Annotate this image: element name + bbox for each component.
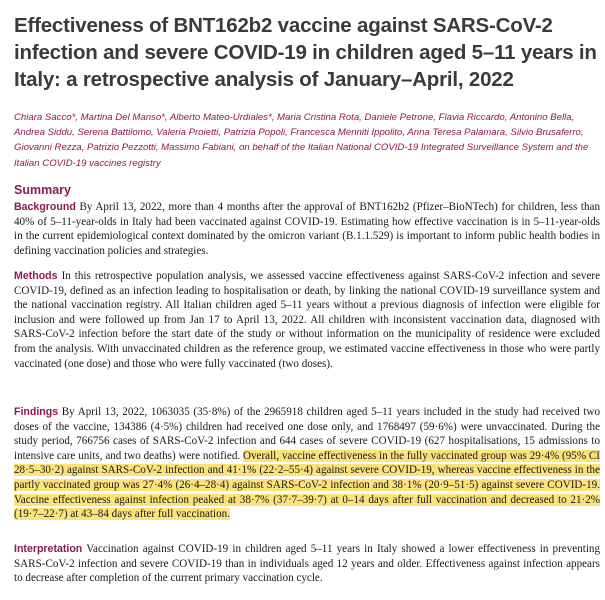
interpretation-text: Vaccination against COVID-19 in children aged 5–11 years in Italy showed a lower effectiveness in preventing SARS-CoV-2 infection and severe COVID-19 than in individuals aged 12 years and older. Effectiveness against infection appears to decrease after completion of the current primary vaccination cycle.: [14, 543, 600, 585]
methods-paragraph: [14, 269, 600, 371]
summary-heading: Summary: [14, 183, 71, 197]
methods-label: Methods: [14, 270, 58, 282]
paper-title: Effectiveness of BNT162b2 vaccine against SARS-CoV-2 infection and severe COVID-19 in children aged 5–11 years in Italy: a retrospective analysis of January–April, 2022: [14, 14, 597, 91]
findings-highlighted-text[interactable]: Overall, vaccine effectiveness in the fully vaccinated group was 29·4% (95% CI 28·5–30·2) against SARS-CoV-2 infection and 41·1% (22·2–55·4) against severe COVID-19, whereas vaccine effectiveness in the partly vaccinated group was 27·4% (26·4–28·4) against SARS-CoV-2 infection and 38·1% (20·9–51·5) against severe COVID-19. Vaccine effectiveness against infection peaked at 38·7% (37·7–39·7) at 0–14 days after full vaccination and decreased to 21·2% (19·7–22·7) at 43–84 days after full vaccination.: [14, 449, 600, 521]
author-list: Chiara Sacco*, Martina Del Manso*, Alberto Mateo-Urdiales*, Maria Cristina Rota, Daniele Petrone, Flavia Riccardo, Antonino Bella, Andrea Siddu, Serena Battilomo, Valeria Proietti, Patrizia Popoli, Francesca Menniti Ippolito, Anna Teresa Palamara, Silvio Brusaferro, Giovanni Rezza, Patrizio Pezzotti, Massimo Fabiani, on behalf of the Italian National COVID-19 Integrated Surveillance System and the Italian COVID-19 vaccines registry: [14, 112, 589, 169]
findings-text: By April 13, 2022, 1063035 (35·8%) of the 2965918 children aged 5–11 years included in the study had received two doses of the vaccine, 134386 (4·5%) children had received one dose only, and 1768497 (59·6%) were unvaccinated. During the study period, 766756 cases of SARS-CoV-2 infection and 644 cases of severe COVID-19 (627 hospitalisations, 15 admissions to intensive care units, and two deaths) were notified.: [14, 406, 600, 462]
methods-text: In this retrospective population analysis, we assessed vaccine effectiveness against SARS-CoV-2 infection and severe COVID-19, defined as an infection leading to hospitalisation or death, by linking the national COVID-19 surveillance system and the national vaccination registry. All Italian children aged 5–11 years without a previous diagnosis of infection were eligible for inclusion and were followed up from Jan 17 to April 13, 2022. All children with inconsistent vaccination data, diagnosed with SARS-CoV-2 infection before the start date of the study or without information on the municipality of residence were excluded from the analysis. With unvaccinated children as the reference group, we estimated vaccine effectiveness in those who were partly vaccinated (one dose) and those who were fully vaccinated (two doses).: [14, 270, 600, 370]
findings-label: Findings: [14, 406, 59, 418]
background-paragraph: [14, 200, 600, 258]
findings-paragraph: [14, 405, 600, 522]
interpretation-paragraph: [14, 542, 600, 586]
background-label: Background: [14, 201, 76, 213]
interpretation-label: Interpretation: [14, 543, 83, 555]
background-text: By April 13, 2022, more than 4 months after the approval of BNT162b2 (Pfizer–BioNTech) for children, less than 40% of 5–11-year-olds in Italy had been vaccinated against COVID-19. Estimating how effective vaccination is in 5–11-year-olds in the current epidemiological context dominated by the omicron variant (B.1.1.529) is important to inform public health bodies in defining vaccination policies and strategies.: [14, 201, 601, 257]
